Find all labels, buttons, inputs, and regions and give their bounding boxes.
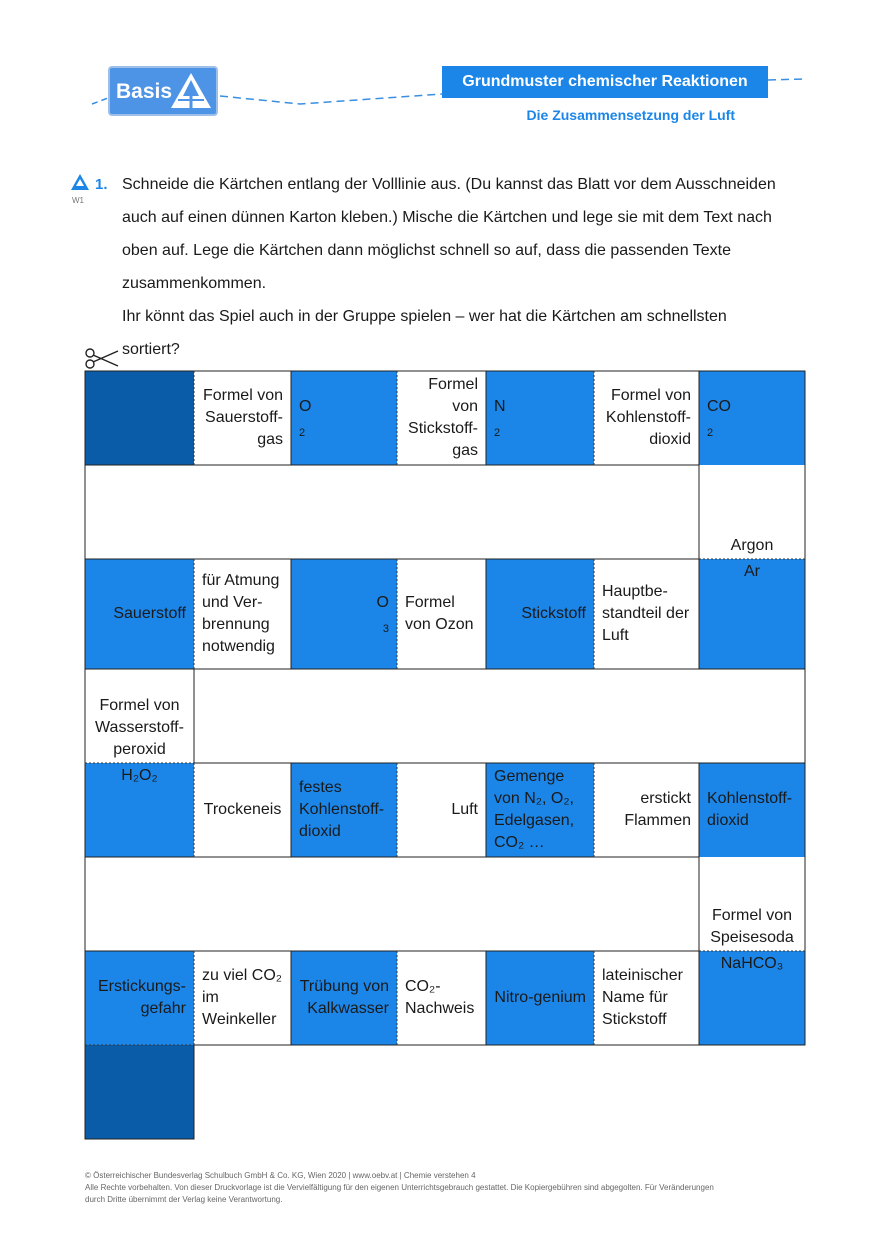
card[interactable]: Ar xyxy=(699,559,805,669)
footer-line: durch Dritte übernimmt der Verlag keine Verantwortung. xyxy=(85,1195,283,1204)
page-subtitle: Die Zusammensetzung der Luft xyxy=(526,107,735,123)
card[interactable]: Formel von Kohlenstoff-dioxid xyxy=(594,371,699,465)
card[interactable]: O $_2$ xyxy=(291,371,397,465)
card[interactable]: erstickt Flammen xyxy=(594,763,699,857)
card[interactable]: CO $_2$ xyxy=(699,371,805,465)
footer-line: Alle Rechte vorbehalten. Von dieser Druckvorlage ist die Vervielfältigung für den eigenen Unterrichtsgebrauch gestattet. Die Kopiergebühren sind abgegolten. Für Veränderungen xyxy=(85,1183,714,1192)
card[interactable]: Formel von Wasserstoff-peroxid xyxy=(85,669,194,763)
card[interactable]: festes Kohlenstoff-dioxid xyxy=(291,763,397,857)
card[interactable]: Trübung von Kalkwasser xyxy=(291,951,397,1045)
card[interactable]: zu viel CO₂ im Weinkeller xyxy=(194,951,291,1045)
card[interactable]: Luft xyxy=(397,763,486,857)
card[interactable]: für Atmung und Ver-brennung notwendig xyxy=(194,559,291,669)
footer-copyright xyxy=(85,1170,805,1206)
card[interactable]: Erstickungs-gefahr xyxy=(85,951,194,1045)
task-text-line: Ihr könnt das Spiel auch in der Gruppe spielen – wer hat die Kärtchen am schnellsten xyxy=(122,308,727,325)
card[interactable]: Sauerstoff xyxy=(85,559,194,669)
card[interactable]: Kohlenstoff-dioxid xyxy=(699,763,805,857)
task-text-line: zusammenkommen. xyxy=(122,275,267,292)
card[interactable]: Stickstoff xyxy=(486,559,594,669)
card[interactable]: Argon xyxy=(699,465,805,559)
card[interactable]: Formel von Stickstoff-gas xyxy=(397,371,486,465)
task-text-line: sortiert? xyxy=(122,341,180,358)
task-text-line: auch auf einen dünnen Karton kleben.) Mische die Kärtchen und lege sie mit dem Text nach xyxy=(122,209,772,226)
card[interactable]: N $_2$ xyxy=(486,371,594,465)
task-text-line: oben auf. Lege die Kärtchen dann möglichst schnell so auf, dass die passenden Texte xyxy=(122,242,732,259)
task-text-line: Schneide die Kärtchen entlang der Volllinie aus. (Du kannst das Blatt vor dem Ausschneiden xyxy=(122,176,776,193)
task-level-code: W1 xyxy=(72,196,84,205)
card[interactable]: O $_3$ xyxy=(291,559,397,669)
card[interactable]: Gemenge von N₂, O₂, Edelgasen, CO₂ … xyxy=(486,763,594,857)
basis-logo-label: Basis xyxy=(116,80,173,103)
card[interactable]: CO₂-Nachweis xyxy=(397,951,486,1045)
card[interactable]: Nitro-genium xyxy=(486,951,594,1045)
card[interactable]: NaHCO₃ xyxy=(699,951,805,1045)
footer-line: © Österreichischer Bundesverlag Schulbuch GmbH & Co. KG, Wien 2020 | www.oebv.at | Chemie verstehen 4 xyxy=(85,1171,476,1180)
card[interactable]: Hauptbe-standteil der Luft xyxy=(594,559,699,669)
card[interactable]: lateinischer Name für Stickstoff xyxy=(594,951,699,1045)
card[interactable]: Trockeneis xyxy=(194,763,291,857)
card[interactable]: H₂O₂ xyxy=(85,763,194,857)
task-number: 1. xyxy=(95,176,108,193)
card[interactable]: Formel von Sauerstoff-gas xyxy=(194,371,291,465)
card[interactable]: Formel von Speisesoda xyxy=(699,857,805,951)
header-banner-title: Grundmuster chemischer Reaktionen xyxy=(442,66,768,98)
card[interactable]: Formel von Ozon xyxy=(397,559,486,669)
